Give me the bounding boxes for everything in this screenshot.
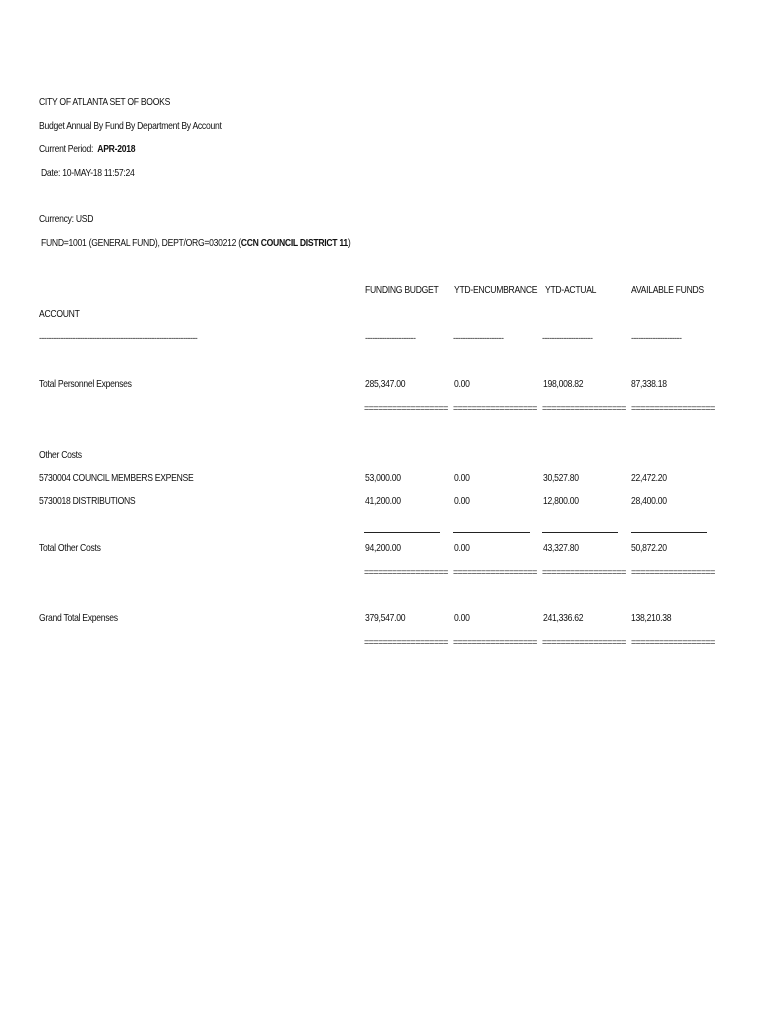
account-row-ytd-encumbrance: 0.00 [454,495,470,507]
report-title: CITY OF ATLANTA SET OF BOOKS [39,96,171,108]
account-row-available-funds: 28,400.00 [631,495,667,507]
fund-dept-name: CCN COUNCIL DISTRICT 11 [240,237,348,249]
other-costs-ytd-actual: 43,327.80 [543,542,579,554]
account-row-ytd-actual: 12,800.00 [543,495,579,507]
personnel-ytd-actual: 198,008.82 [543,378,584,390]
ytd-encumbrance-dash-rule: --------------------- [453,333,504,343]
account-row-label: 5730004 COUNCIL MEMBERS EXPENSE [39,472,194,484]
personnel-double-rule: ================== [453,403,537,413]
grand-total-double-rule: ================== [453,637,537,647]
personnel-double-rule: ================== [364,403,448,413]
col-ytd-encumbrance: YTD-ENCUMBRANCE [454,284,538,296]
ytd-actual-dash-rule: --------------------- [542,333,593,343]
account-row-ytd-actual: 30,527.80 [543,472,579,484]
other-costs-double-rule: ================== [542,567,626,577]
other-costs-funding-budget: 94,200.00 [365,542,401,554]
subtotal-underline [364,532,440,533]
grand-total-funding-budget: 379,547.00 [365,612,406,624]
subtotal-underline [542,532,618,533]
fund-dept-line [41,237,350,250]
other-costs-ytd-encumbrance: 0.00 [454,542,470,554]
report-subtitle: Budget Annual By Fund By Department By Account [39,120,222,132]
other-costs-double-rule: ================== [631,567,715,577]
grand-total-double-rule: ================== [542,637,626,647]
personnel-double-rule: ================== [542,403,626,413]
currency: Currency: USD [39,213,94,225]
other-costs-heading: Other Costs [39,449,82,461]
account-row-funding-budget: 53,000.00 [365,472,401,484]
account-row-ytd-encumbrance: 0.00 [454,472,470,484]
subtotal-underline [453,532,530,533]
available-funds-dash-rule: --------------------- [631,333,682,343]
other-costs-double-rule: ================== [364,567,448,577]
col-account: ACCOUNT [39,308,80,320]
col-available-funds: AVAILABLE FUNDS [631,284,704,296]
account-row-funding-budget: 41,200.00 [365,495,401,507]
account-dash-rule: ------------------------------------------------------------------ [39,333,198,343]
grand-total-ytd-encumbrance: 0.00 [454,612,470,624]
account-row-available-funds: 22,472.20 [631,472,667,484]
other-costs-total-label: Total Other Costs [39,542,101,554]
grand-total-double-rule: ================== [364,637,448,647]
current-period-value: APR-2018 [97,143,136,155]
current-period-label: Current Period: [39,143,94,155]
personnel-ytd-encumbrance: 0.00 [454,378,470,390]
grand-total-label: Grand Total Expenses [39,612,118,624]
current-period [39,143,135,156]
report-date: Date: 10-MAY-18 11:57:24 [41,167,135,179]
fund-dept-prefix: FUND=1001 (GENERAL FUND), DEPT/ORG=030212 ( [41,237,241,249]
grand-total-ytd-actual: 241,336.62 [543,612,584,624]
personnel-funding-budget: 285,347.00 [365,378,406,390]
fund-dept-suffix: ) [347,237,351,249]
personnel-available-funds: 87,338.18 [631,378,667,390]
funding-budget-dash-rule: --------------------- [365,333,416,343]
account-row-label: 5730018 DISTRIBUTIONS [39,495,136,507]
personnel-double-rule: ================== [631,403,715,413]
grand-total-available-funds: 138,210.38 [631,612,672,624]
personnel-total-label: Total Personnel Expenses [39,378,132,390]
col-ytd-actual: YTD-ACTUAL [545,284,597,296]
grand-total-double-rule: ================== [631,637,715,647]
other-costs-double-rule: ================== [453,567,537,577]
subtotal-underline [631,532,707,533]
other-costs-available-funds: 50,872.20 [631,542,667,554]
col-funding-budget: FUNDING BUDGET [365,284,439,296]
